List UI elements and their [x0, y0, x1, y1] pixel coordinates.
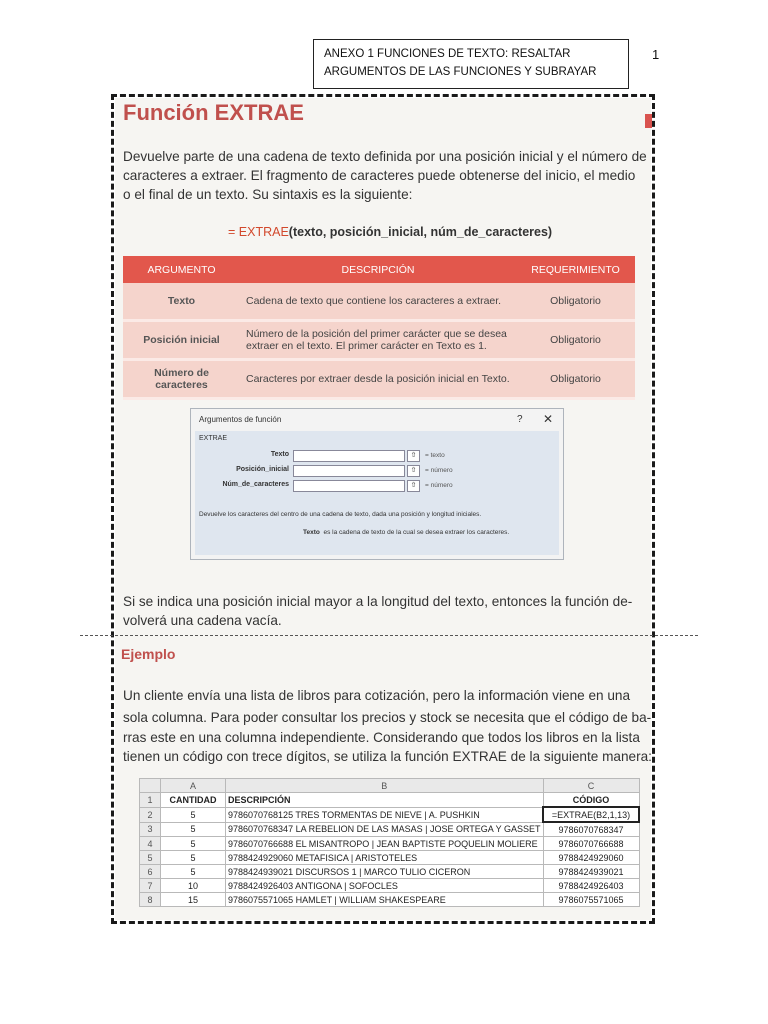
cell[interactable]: 9788424926403 ANTIGONA | SOFOCLES: [226, 879, 544, 893]
row-header[interactable]: 5: [140, 851, 161, 865]
row-header[interactable]: 7: [140, 879, 161, 893]
cut-line: [80, 635, 698, 636]
table-row: [123, 360, 635, 399]
collapse-range-icon[interactable]: ⇧: [407, 450, 420, 462]
field-result: = número: [425, 482, 453, 489]
collapse-range-icon[interactable]: ⇧: [407, 465, 420, 477]
table-row: [140, 851, 640, 865]
dialog-function-name: EXTRAE: [199, 435, 228, 442]
field-result: = número: [425, 467, 453, 474]
table-row: [140, 807, 640, 822]
help-button[interactable]: ?: [517, 414, 523, 425]
cell[interactable]: 9786075571065: [543, 893, 639, 907]
argument-help: [303, 529, 509, 536]
corner-cell[interactable]: [140, 779, 161, 793]
cell[interactable]: 9786070768347 LA REBELION DE LAS MASAS | JOSE ORTEGA Y GASSET: [226, 822, 544, 837]
argument-description: Caracteres por extraer desde la posición inicial en Texto.: [240, 360, 516, 399]
example-line: rras este en una columna independiente. Considerando que todos los libros en la lista: [123, 730, 640, 745]
cell[interactable]: 9788424939021 DISCURSOS 1 | MARCO TULIO CICERON: [226, 865, 544, 879]
note-line: volverá una cadena vacía.: [123, 613, 282, 628]
argument-help-name: Texto: [303, 529, 320, 536]
cell[interactable]: 9788424929060 METAFISICA | ARISTOTELES: [226, 851, 544, 865]
argument-description: Cadena de texto que contiene los caracteres a extraer.: [240, 283, 516, 321]
cell[interactable]: 9788424939021: [543, 865, 639, 879]
field-label: Núm_de_caracteres: [222, 481, 289, 488]
cell[interactable]: 9786070766688 EL MISANTROPO | JEAN BAPTISTE POQUELIN MOLIERE: [226, 837, 544, 851]
syntax-line: [228, 225, 552, 239]
row-header[interactable]: 6: [140, 865, 161, 879]
dialog-body: [195, 431, 559, 555]
spreadsheet: [139, 778, 640, 907]
function-arguments-dialog: [190, 408, 564, 560]
cell[interactable]: 5: [161, 822, 226, 837]
cell[interactable]: 9786070766688: [543, 837, 639, 851]
example-line: Un cliente envía una lista de libros para cotización, pero la información viene en una: [123, 688, 631, 703]
row-header[interactable]: 8: [140, 893, 161, 907]
annex-header-box: [313, 39, 629, 89]
cell[interactable]: 15: [161, 893, 226, 907]
table-row: [140, 822, 640, 837]
collapse-range-icon[interactable]: ⇧: [407, 480, 420, 492]
column-header-a[interactable]: A: [161, 779, 226, 793]
cell[interactable]: DESCRIPCIÓN: [226, 793, 544, 808]
column-header-c[interactable]: C: [543, 779, 639, 793]
column-header-b[interactable]: B: [226, 779, 544, 793]
cell[interactable]: 9786070768347: [543, 822, 639, 837]
table-row: [123, 321, 635, 360]
intro-line: Devuelve parte de una cadena de texto definida por una posición inicial y el número de: [123, 149, 647, 164]
field-label: Posición_inicial: [236, 466, 289, 473]
annex-header-line1: ANEXO 1 FUNCIONES DE TEXTO: RESALTAR: [324, 48, 571, 60]
row-header[interactable]: 1: [140, 793, 161, 808]
row-header[interactable]: 3: [140, 822, 161, 837]
cell[interactable]: 5: [161, 851, 226, 865]
num-caracteres-input[interactable]: [293, 480, 405, 492]
argument-description: Número de la posición del primer carácter que se desea extraer en el texto. El primer carácter en Texto es 1.: [240, 321, 516, 360]
table-row: [140, 879, 640, 893]
table-row: [123, 283, 635, 321]
texto-input[interactable]: [293, 450, 405, 462]
argument-requirement: Obligatorio: [516, 360, 635, 399]
argument-name: Posición inicial: [123, 321, 240, 360]
function-description: Devuelve los caracteres del centro de una cadena de texto, dada una posición y longitud iniciales.: [199, 511, 482, 518]
example-line: tienen un código con trece dígitos, se utiliza la función EXTRAE de la siguiente manera:: [123, 749, 652, 764]
close-button[interactable]: ✕: [543, 412, 554, 426]
argument-requirement: Obligatorio: [516, 321, 635, 360]
cell[interactable]: 5: [161, 865, 226, 879]
example-title: Ejemplo: [121, 646, 176, 662]
field-label: Texto: [270, 451, 289, 458]
column-header: DESCRIPCIÓN: [240, 256, 516, 283]
note-line: Si se indica una posición inicial mayor a la longitud del texto, entonces la función de-: [123, 594, 633, 609]
arguments-table: [123, 256, 635, 400]
row-header[interactable]: 2: [140, 807, 161, 822]
syntax-function: = EXTRAE: [228, 225, 289, 239]
argument-name: Número de caracteres: [123, 360, 240, 399]
cell[interactable]: 5: [161, 807, 226, 822]
posicion-inicial-input[interactable]: [293, 465, 405, 477]
table-row: [140, 893, 640, 907]
selected-formula-cell[interactable]: =EXTRAE(B2,1,13): [543, 807, 639, 822]
column-header: ARGUMENTO: [123, 256, 240, 283]
row-header[interactable]: 4: [140, 837, 161, 851]
column-header: REQUERIMIENTO: [516, 256, 635, 283]
section-title: Función EXTRAE: [123, 100, 304, 125]
example-line: sola columna. Para poder consultar los precios y stock se necesita que el código de ba-: [123, 710, 652, 725]
title-tab-marker: [645, 114, 652, 128]
field-result: = texto: [425, 452, 445, 459]
table-row: [140, 837, 640, 851]
cell[interactable]: CÓDIGO: [543, 793, 639, 808]
dialog-title: Argumentos de función: [199, 415, 282, 424]
argument-help-text: es la cadena de texto de la cual se desea extraer los caracteres.: [323, 529, 510, 536]
annex-header-line2: ARGUMENTOS DE LAS FUNCIONES Y SUBRAYAR: [324, 66, 597, 78]
intro-line: caracteres a extraer. El fragmento de caracteres puede obtenerse del inicio, el medio: [123, 168, 636, 183]
intro-line: o el final de un texto. Su sintaxis es la siguiente:: [123, 187, 413, 202]
argument-name: Texto: [123, 283, 240, 321]
table-row: [140, 865, 640, 879]
cell[interactable]: 9786070768125 TRES TORMENTAS DE NIEVE | A. PUSHKIN: [226, 807, 544, 822]
page-number: 1: [652, 47, 660, 62]
cell[interactable]: CANTIDAD: [161, 793, 226, 808]
cell[interactable]: 5: [161, 837, 226, 851]
cell[interactable]: 9788424929060: [543, 851, 639, 865]
cell[interactable]: 10: [161, 879, 226, 893]
cell[interactable]: 9786075571065 HAMLET | WILLIAM SHAKESPEARE: [226, 893, 544, 907]
cell[interactable]: 9788424926403: [543, 879, 639, 893]
argument-requirement: Obligatorio: [516, 283, 635, 321]
syntax-arguments: (texto, posición_inicial, núm_de_caracteres): [288, 225, 553, 239]
